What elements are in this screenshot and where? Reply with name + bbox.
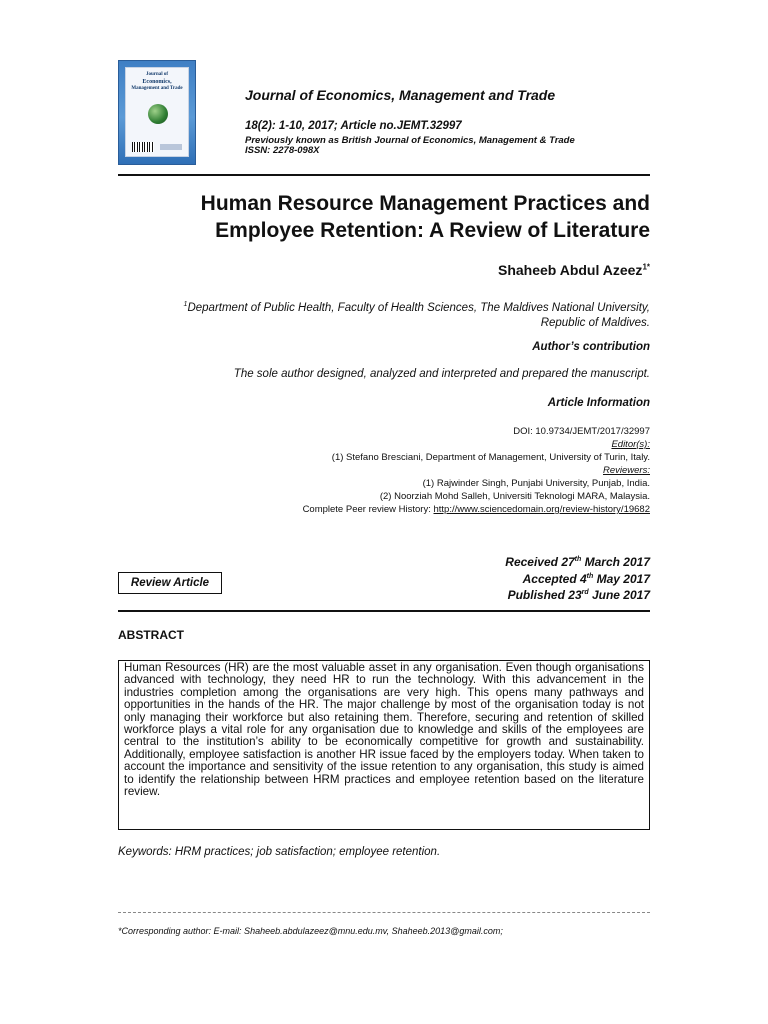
doi: DOI: 10.9734/JEMT/2017/32997: [513, 426, 650, 437]
accepted-sup: th: [586, 572, 594, 580]
journal-issue: 18(2): 1-10, 2017; Article no.JEMT.32997: [245, 120, 462, 132]
abstract-heading: ABSTRACT: [118, 628, 184, 642]
published-sup: rd: [581, 589, 589, 596]
cover-panel: [125, 67, 189, 157]
journal-name: Journal of Economics, Management and Trade: [245, 87, 556, 103]
accepted-prefix: Accepted 4: [522, 571, 587, 586]
globe-icon: [148, 104, 168, 124]
cover-title-line1: Journal of: [145, 72, 169, 77]
affiliation-line2: Republic of Maldives.: [540, 316, 650, 329]
article-info-block: [230, 425, 650, 516]
editor-1: (1) Stefano Bresciani, Department of Management, University of Turin, Italy.: [331, 452, 650, 463]
cover-footer-strip: [160, 144, 182, 150]
editors-label: Editor(s):: [611, 439, 650, 450]
journal-cover-image: [118, 60, 196, 165]
author-superscript: 1*: [642, 262, 650, 272]
footnote-rule: [118, 912, 650, 913]
author-name: Shaheeb Abdul Azeez: [498, 262, 643, 278]
article-type-badge: Review Article: [118, 572, 222, 594]
reviewer-1: (1) Rajwinder Singh, Punjabi University, Punjab, India.: [422, 478, 650, 489]
contribution-text: The sole author designed, analyzed and interpreted and prepared the manuscript.: [233, 368, 650, 380]
published-prefix: Published 23: [507, 588, 582, 602]
received-suffix: March 2017: [581, 555, 650, 569]
accepted-suffix: May 2017: [593, 571, 650, 586]
reviewers-label: Reviewers:: [603, 465, 650, 476]
cover-title-line2: Economics,: [142, 79, 172, 85]
reviewer-2: (2) Noorziah Mohd Salleh, Universiti Teknologi MARA, Malaysia.: [379, 491, 650, 502]
header-rule: [118, 174, 650, 176]
article-title: [130, 190, 650, 244]
article-title-line1: Human Resource Management Practices and: [200, 192, 650, 215]
affiliation: [150, 297, 650, 331]
received-sup: th: [574, 556, 582, 563]
author: [498, 262, 650, 278]
cover-title-line3: Management and Trade: [131, 86, 183, 91]
affiliation-superscript: 1: [183, 301, 188, 308]
received-date: [505, 553, 650, 570]
review-history: [230, 503, 650, 516]
article-dates: [505, 553, 650, 603]
published-date: [505, 586, 650, 603]
barcode-icon: [132, 142, 154, 152]
review-history-link[interactable]: http://www.sciencedomain.org/review-history/19682: [433, 504, 650, 515]
keywords: Keywords: HRM practices; job satisfaction; employee retention.: [118, 846, 441, 858]
affiliation-line1: Department of Public Health, Faculty of Health Sciences, The Maldives National University,: [187, 301, 650, 314]
received-prefix: Received 27: [505, 555, 575, 569]
article-info-heading: Article Information: [547, 397, 650, 409]
dates-rule: [118, 610, 650, 612]
journal-issn: ISSN: 2278-098X: [245, 145, 320, 156]
corresponding-author-footnote: *Corresponding author: E-mail: Shaheeb.abdulazeez@mnu.edu.mv, Shaheeb.2013@gmail.com;: [118, 926, 503, 936]
abstract-body: Human Resources (HR) are the most valuable asset in any organisation. Even though organisations advanced with technology, they need HR to run the technology. With this advancement in the industries completion among the organisations are very high. This opens many pathways and opportunities in the hands of the HR. The major challenge by most of the organisation today is not only managing their workforce but also retaining them. Therefore, securing and retention of skilled workforce plays a vital role for any organisation due to knowledge and skills of the employees are central to the institution’s ability to be economically competitive for growth and sustainability. Additionally, employee satisfaction is another HR issue faced by the employers today. When taken to account the importance and sensitivity of the issue retention to any organisation, this study is aimed to identify the relationship between HRM practices and employee retention based on the literature review.: [118, 660, 650, 830]
published-suffix: June 2017: [588, 588, 650, 602]
review-history-label: Complete Peer review History:: [302, 504, 434, 515]
journal-previous-name: Previously known as British Journal of Economics, Management & Trade: [245, 135, 575, 146]
article-title-line2: Employee Retention: A Review of Literature: [215, 219, 650, 242]
contribution-heading: Author’s contribution: [532, 341, 650, 353]
accepted-date: [505, 570, 650, 587]
